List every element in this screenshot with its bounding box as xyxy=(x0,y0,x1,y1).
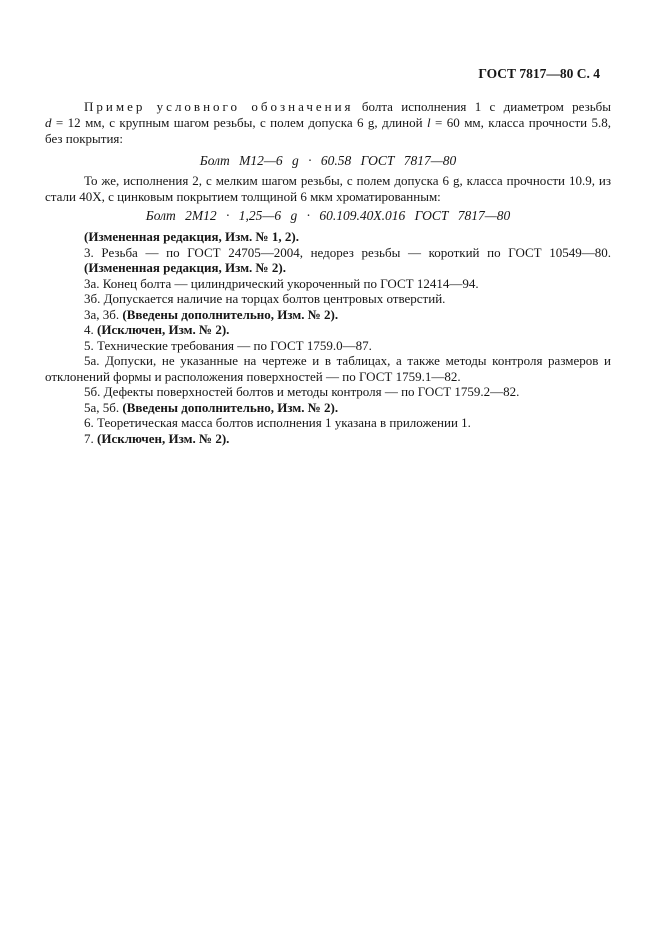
variable-d: d xyxy=(45,115,52,130)
clause-5 xyxy=(45,338,611,354)
clause-text: 6. Теоретическая масса болтов исполнения 1 указана в приложении 1. xyxy=(84,415,471,430)
clause-4 xyxy=(45,322,611,338)
clause-5a xyxy=(45,353,611,384)
clause-amendment-note xyxy=(45,260,611,276)
variable-l: l xyxy=(426,115,431,130)
clause-7 xyxy=(45,431,611,447)
clause-text: 5а, 5б. xyxy=(84,399,123,415)
clause-line: отклонений формы и расположения поверхностей — по ГОСТ 1759.1—82. xyxy=(45,368,461,384)
paragraph-text: = 12 мм, с крупным шагом резьбы, с полем допуска 6 g, длиной xyxy=(55,115,423,130)
clause-text: 5. Технические требования — по ГОСТ 1759.0—87. xyxy=(84,337,372,353)
clause-3b xyxy=(45,291,611,307)
bolt-designation-formula-2: Болт 2М12 · 1,25—6 g · 60.109.40X.016 ГОСТ 7817—80 xyxy=(145,208,511,223)
clause-line: 5а. Допуски, не указанные на чертеже и в таблицах, а также методы контроля размеров и xyxy=(84,353,611,368)
clause-text: 3б. Допускается наличие на торцах болтов центровых отверстий. xyxy=(84,291,446,306)
example-keyword: Пример условного обозначения xyxy=(84,99,354,114)
paragraph-line xyxy=(45,115,611,131)
standard-number-and-page: ГОСТ 7817—80 С. 4 xyxy=(478,66,600,81)
amendment-note-text: (Измененная редакция, Изм. № 1, 2). xyxy=(84,229,299,244)
amendment-note-text: (Исключен, Изм. № 2). xyxy=(97,322,230,337)
amendment-note-text: (Введены дополнительно, Изм. № 2). xyxy=(122,399,339,415)
paragraph-line xyxy=(45,99,611,115)
example-designation-paragraph-2 xyxy=(45,173,611,205)
clause-text: 3а, 3б. xyxy=(84,306,123,322)
page-content xyxy=(45,66,611,446)
clause-amendment-note xyxy=(45,229,611,245)
clause-5b xyxy=(45,384,611,400)
page-header xyxy=(45,66,611,81)
clause-3 xyxy=(45,245,611,261)
clause-3a xyxy=(45,276,611,292)
clause-3a-3b-note xyxy=(45,307,611,323)
clause-5a-5b-note xyxy=(45,400,611,416)
example-designation-paragraph-1 xyxy=(45,99,611,147)
bolt-designation-formula-1: Болт М12—6 g · 60.58 ГОСТ 7817—80 xyxy=(199,153,457,168)
paragraph-text: болта исполнения 1 с диаметром резьбы xyxy=(361,99,611,114)
paragraph-line: То же, исполнения 2, с мелким шагом резьбы, с полем допуска 6 g, класса прочности 10.9, из xyxy=(84,173,611,188)
amendment-note-text: (Введены дополнительно, Изм. № 2). xyxy=(122,306,339,322)
clauses-list xyxy=(45,229,611,446)
clause-text: 5б. Дефекты поверхностей болтов и методы контроля — по ГОСТ 1759.2—82. xyxy=(84,384,520,399)
paragraph-line: без покрытия: xyxy=(45,131,123,146)
clause-text: 3. Резьба — по ГОСТ 24705—2004, недорез резьбы — короткий по ГОСТ 10549—80. xyxy=(84,244,611,260)
clause-text: 4. xyxy=(84,322,97,337)
amendment-note-text: (Измененная редакция, Изм. № 2). xyxy=(84,260,286,275)
clause-text: 7. xyxy=(84,430,97,446)
amendment-note-text: (Исключен, Изм. № 2). xyxy=(97,430,230,446)
clause-6 xyxy=(45,415,611,431)
paragraph-text: = 60 мм, класса прочности 5.8, xyxy=(435,115,612,130)
clause-text: 3а. Конец болта — цилиндрический укороченный по ГОСТ 12414—94. xyxy=(84,275,479,291)
paragraph-line: стали 40Х, с цинковым покрытием толщиной 6 мкм хроматированным: xyxy=(45,189,441,204)
